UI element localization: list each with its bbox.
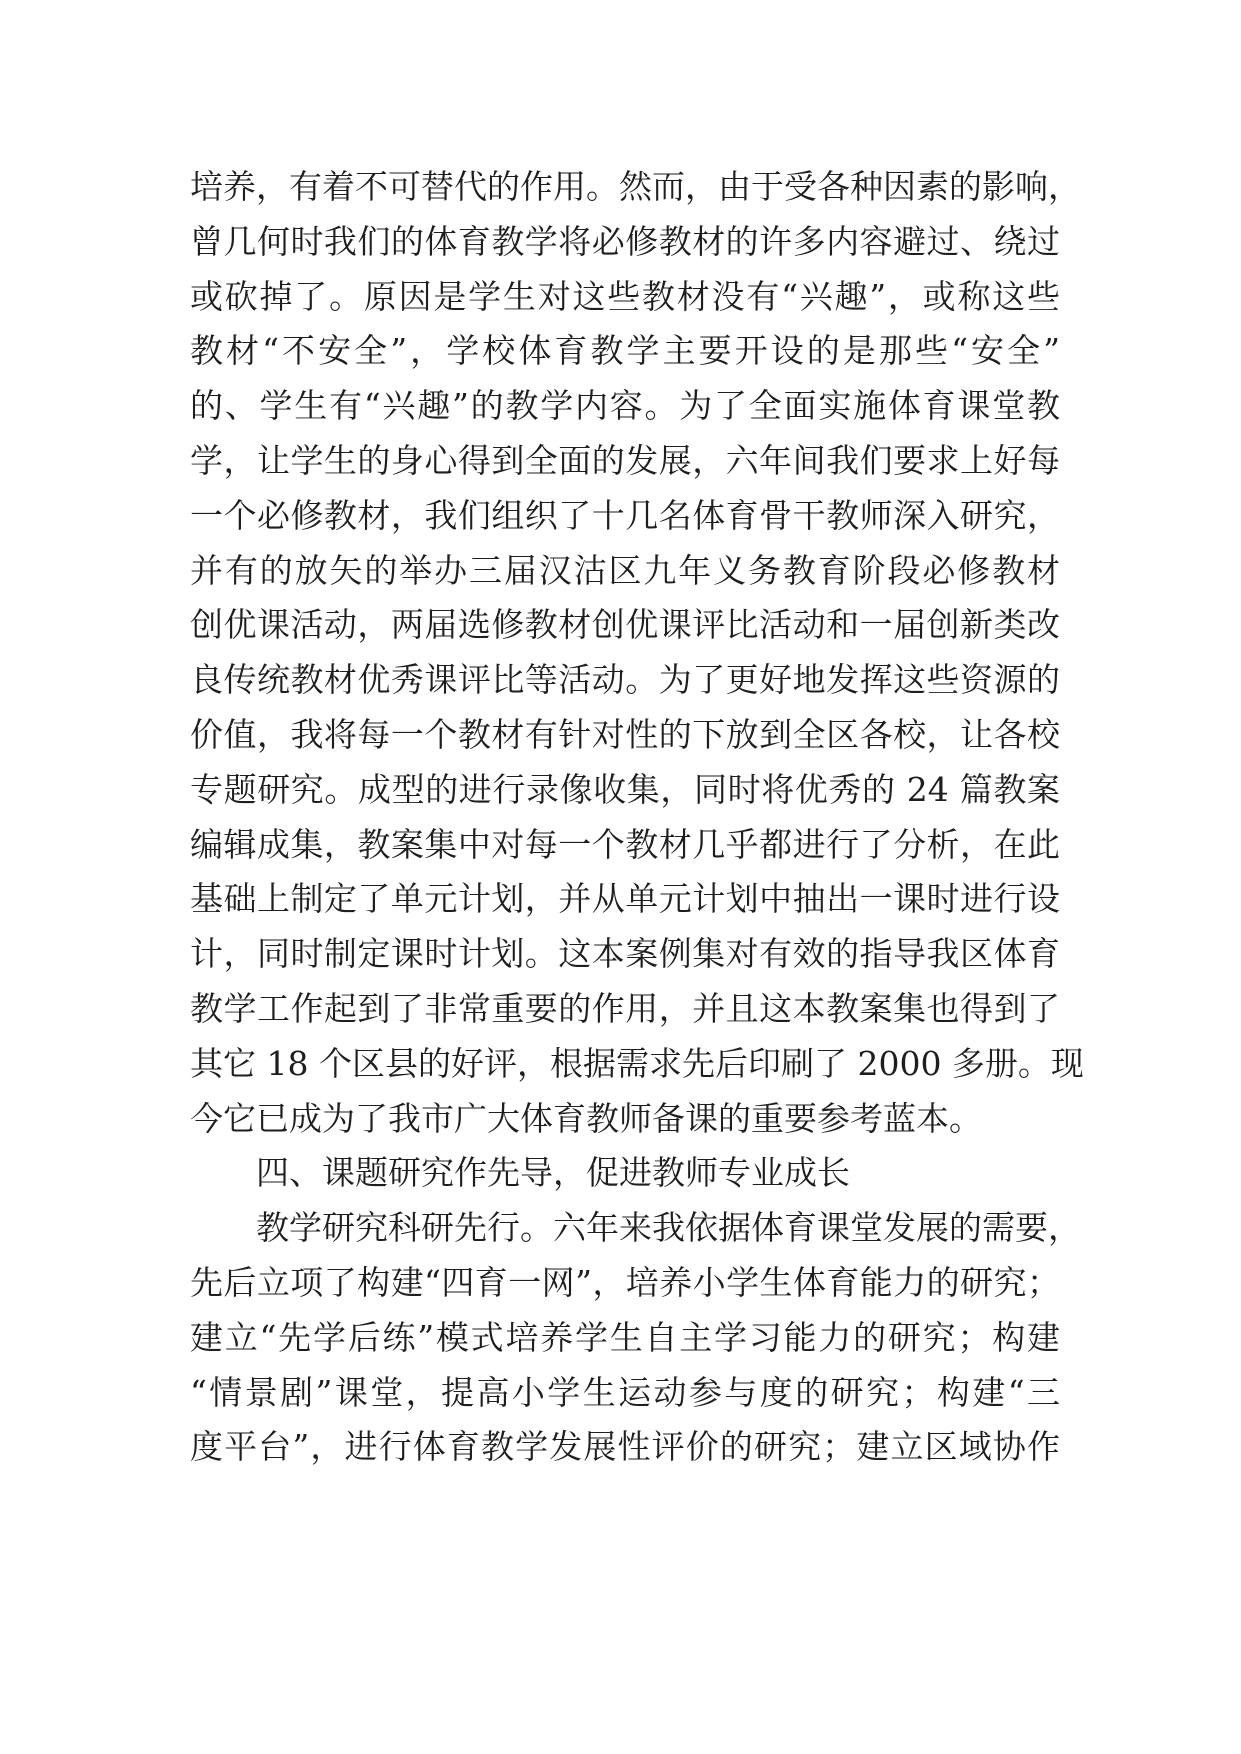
text-line: 编辑成集，教案集中对每一个教材几乎都进行了分析，在此 xyxy=(190,824,1060,864)
text-line: 建立“先学后练”模式培养学生自主学习能力的研究；构建 xyxy=(190,1317,1060,1357)
text-line: 的、学生有“兴趣”的教学内容。为了全面实施体育课堂教 xyxy=(190,386,1060,426)
text-line: 一个必修教材，我们组织了十几名体育骨干教师深入研究， xyxy=(190,495,1060,535)
text-line: 或砍掉了。原因是学生对这些教材没有“兴趣”，或称这些 xyxy=(190,276,1060,316)
text-line: 其它 18 个区县的好评，根据需求先后印刷了 2000 多册。现 xyxy=(190,1043,1084,1083)
text-line: 创优课活动，两届选修教材创优课评比活动和一届创新类改 xyxy=(190,605,1060,645)
text-line: 今它已成为了我市广大体育教师备课的重要参考蓝本。 xyxy=(190,1098,982,1138)
text-line: 专题研究。成型的进行录像收集，同时将优秀的 24 篇教案 xyxy=(190,769,1060,809)
text-line: 价值，我将每一个教材有针对性的下放到全区各校，让各校 xyxy=(190,714,1060,754)
text-line: 度平台”，进行体育教学发展性评价的研究；建立区域协作 xyxy=(190,1427,1060,1467)
text-line: 教学工作起到了非常重要的作用，并且这本教案集也得到了 xyxy=(190,988,1060,1028)
text-line: 良传统教材优秀课评比等活动。为了更好地发挥这些资源的 xyxy=(190,660,1060,700)
text-line: 先后立项了构建“四育一网”，培养小学生体育能力的研究； xyxy=(190,1262,1060,1302)
text-line: 并有的放矢的举办三届汉沽区九年义务教育阶段必修教材 xyxy=(190,550,1060,590)
text-line: 培养，有着不可替代的作用。然而，由于受各种因素的影响， xyxy=(190,167,1081,206)
text-line: 计，同时制定课时计划。这本案例集对有效的指导我区体育 xyxy=(190,934,1060,974)
text-line: 基础上制定了单元计划，并从单元计划中抽出一课时进行设 xyxy=(190,879,1060,919)
text-line: 教材“不安全”，学校体育教学主要开设的是那些“安全” xyxy=(190,331,1060,371)
body-text xyxy=(190,160,1084,1475)
text-line: “情景剧”课堂，提高小学生运动参与度的研究；构建“三 xyxy=(190,1372,1060,1412)
text-line: 教学研究科研先行。六年来我依据体育课堂发展的需要， xyxy=(256,1208,1081,1248)
text-line: 学，让学生的身心得到全面的发展，六年间我们要求上好每 xyxy=(190,440,1060,480)
text-line: 曾几何时我们的体育教学将必修教材的许多内容避过、绕过 xyxy=(190,221,1060,261)
section-heading: 四、课题研究作先导，促进教师专业成长 xyxy=(256,1153,850,1193)
